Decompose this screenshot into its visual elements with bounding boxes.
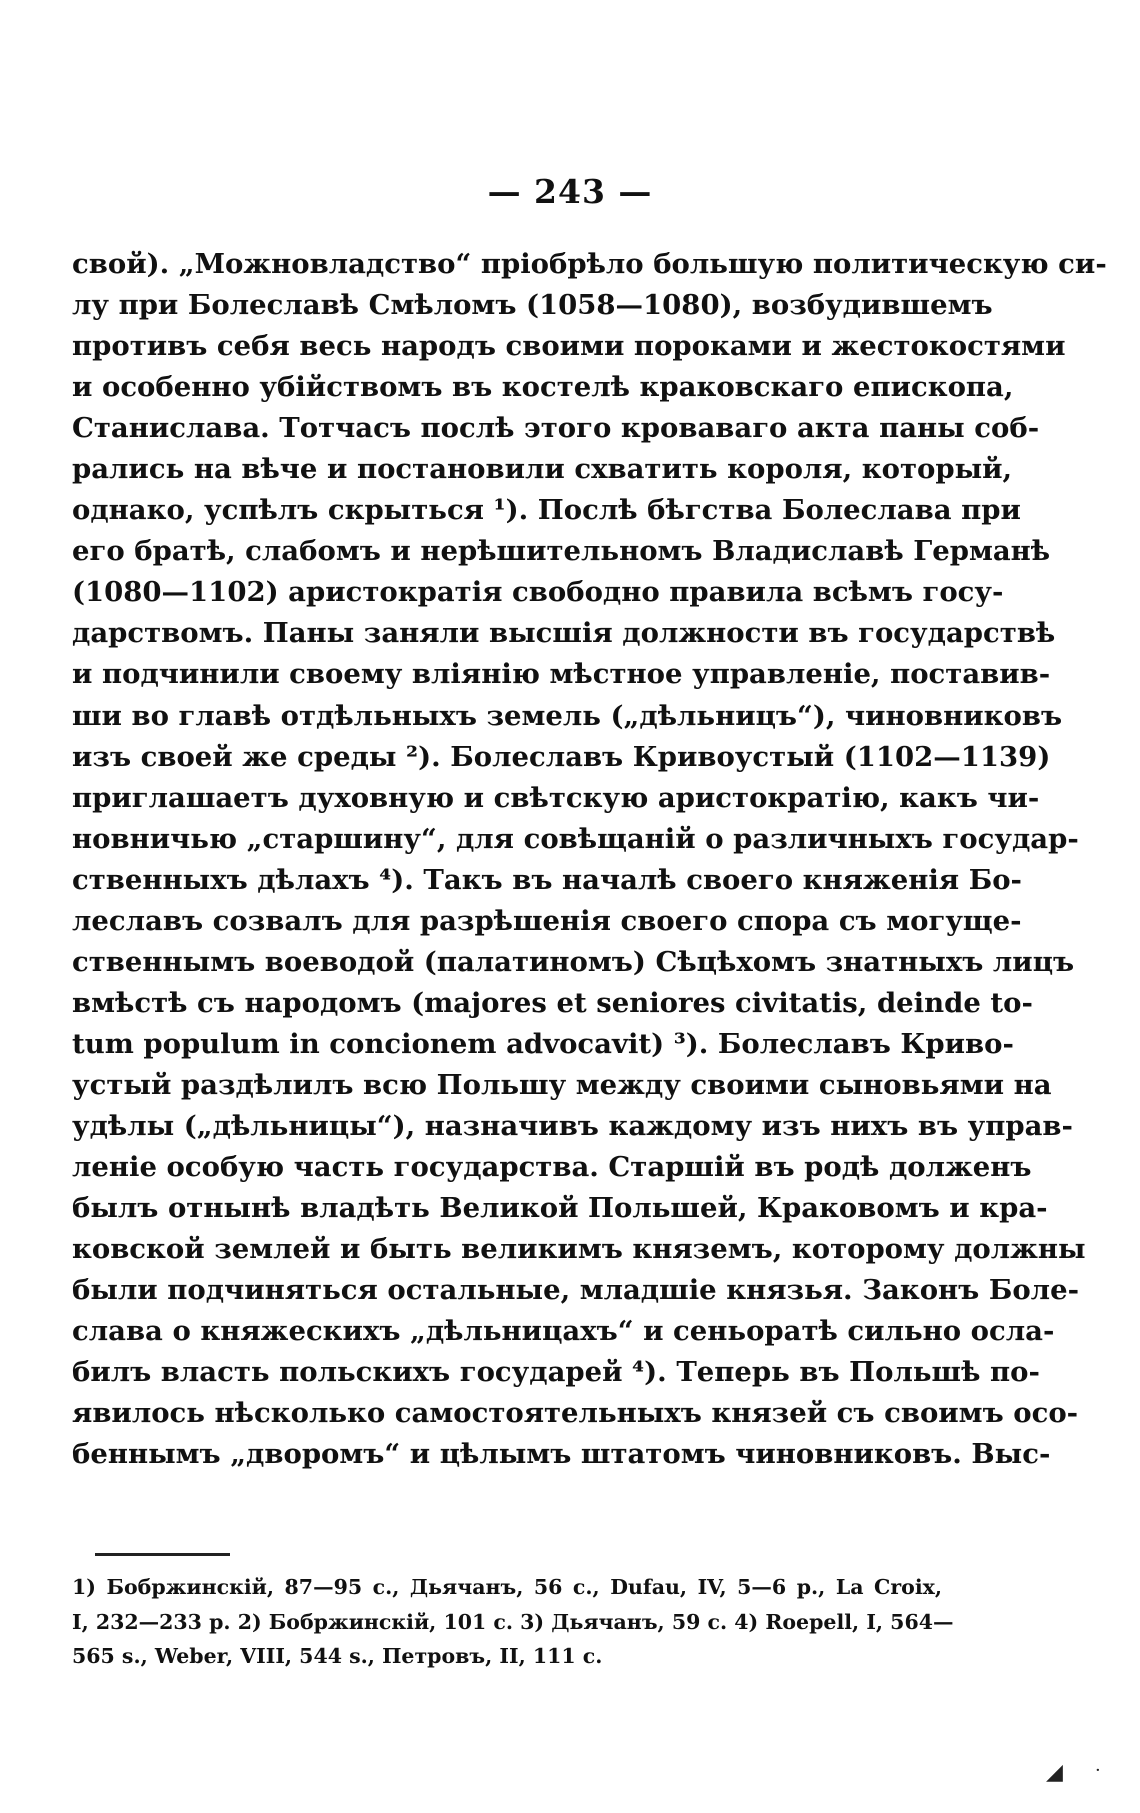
body-line: беннымъ „дворомъ“ и цѣлымъ штатомъ чиновниковъ. Выс- xyxy=(72,1438,1051,1471)
body-line: дарствомъ. Паны заняли высшія должности въ государствѣ xyxy=(72,617,1056,650)
body-line: рались на вѣче и постановили схватить короля, который, xyxy=(72,453,1013,486)
body-line: лу при Болеславѣ Смѣломъ (1058—1080), возбудившемъ xyxy=(72,289,993,322)
body-line: былъ отнынѣ владѣть Великой Польшей, Краковомъ и кра- xyxy=(72,1192,1048,1225)
body-text xyxy=(72,244,1107,1475)
footnote-line: 1) Бобржинскій, 87—95 с., Дьячанъ, 56 с., Dufau, IV, 5—6 p., La Croix, xyxy=(72,1575,942,1599)
body-line: его братѣ, слабомъ и нерѣшительномъ Владиславѣ Германѣ xyxy=(72,535,1051,568)
body-line: приглашаетъ духовную и свѣтскую аристократію, какъ чи- xyxy=(72,781,1040,814)
footnote-separator xyxy=(95,1553,230,1556)
body-line: изъ своей же среды ²). Болеславъ Кривоустый (1102—1139) xyxy=(72,740,1051,773)
page-number: — 243 — xyxy=(487,172,653,211)
footnotes xyxy=(72,1570,954,1674)
body-line: леславъ созвалъ для разрѣшенія своего спора съ могуще- xyxy=(72,904,1022,937)
body-line: свой). „Можновладство“ пріобрѣло большую политическую си- xyxy=(72,248,1107,280)
body-line: слава о княжескихъ „дѣльницахъ“ и сеньоратѣ сильно осла- xyxy=(72,1315,1055,1348)
body-line: и особенно убійствомъ въ костелѣ краковскаго епископа, xyxy=(72,371,1014,404)
body-line: однако, успѣлъ скрыться ¹). Послѣ бѣгства Болеслава при xyxy=(72,494,1021,527)
body-line: и подчинили своему вліянію мѣстное управленіе, поставив- xyxy=(72,658,1051,691)
scan-dot-icon: · xyxy=(1095,1760,1101,1781)
footnote-line: 565 s., Weber, VIII, 544 s., Петровъ, II, 111 с. xyxy=(72,1644,603,1668)
scan-mark-icon: ◢ xyxy=(1046,1760,1063,1785)
body-line: были подчиняться остальные, младшіе князья. Законъ Боле- xyxy=(72,1274,1079,1307)
body-line: ковской землей и быть великимъ княземъ, которому должны xyxy=(72,1233,1086,1266)
body-line: устый раздѣлилъ всю Польшу между своими сыновьями на xyxy=(72,1068,1052,1101)
body-line: удѣлы („дѣльницы“), назначивъ каждому изъ нихъ въ управ- xyxy=(72,1109,1073,1142)
body-line: Станислава. Тотчасъ послѣ этого кроваваго акта паны соб- xyxy=(72,412,1040,445)
body-line: вмѣстѣ съ народомъ (majores et seniores civitatis, deinde to- xyxy=(72,986,1033,1019)
body-line: ственныхъ дѣлахъ ⁴). Такъ въ началѣ своего княженія Бо- xyxy=(72,863,1022,896)
body-line: ственнымъ воеводой (палатиномъ) Сѣцѣхомъ знатныхъ лицъ xyxy=(72,945,1075,978)
body-line: tum populum in concionem advocavit) ³). Болеславъ Криво- xyxy=(72,1027,1014,1060)
body-line: явилось нѣсколько самостоятельныхъ князей съ своимъ осо- xyxy=(72,1397,1079,1430)
body-line: билъ власть польскихъ государей ⁴). Теперь въ Польшѣ по- xyxy=(72,1356,1040,1389)
body-line: новничью „старшину“, для совѣщаній о различныхъ государ- xyxy=(72,822,1079,855)
footnote-line: I, 232—233 p. 2) Бобржинскій, 101 с. 3) Дьячанъ, 59 с. 4) Roepell, I, 564— xyxy=(72,1609,954,1634)
body-line: ши во главѣ отдѣльныхъ земель („дѣльницъ“), чиновниковъ xyxy=(72,699,1063,732)
body-line: (1080—1102) аристократія свободно правила всѣмъ госу- xyxy=(72,576,1004,609)
body-line: леніе особую часть государства. Старшій въ родѣ долженъ xyxy=(72,1151,1032,1184)
body-line: противъ себя весь народъ своими пороками и жестокостями xyxy=(72,330,1066,363)
